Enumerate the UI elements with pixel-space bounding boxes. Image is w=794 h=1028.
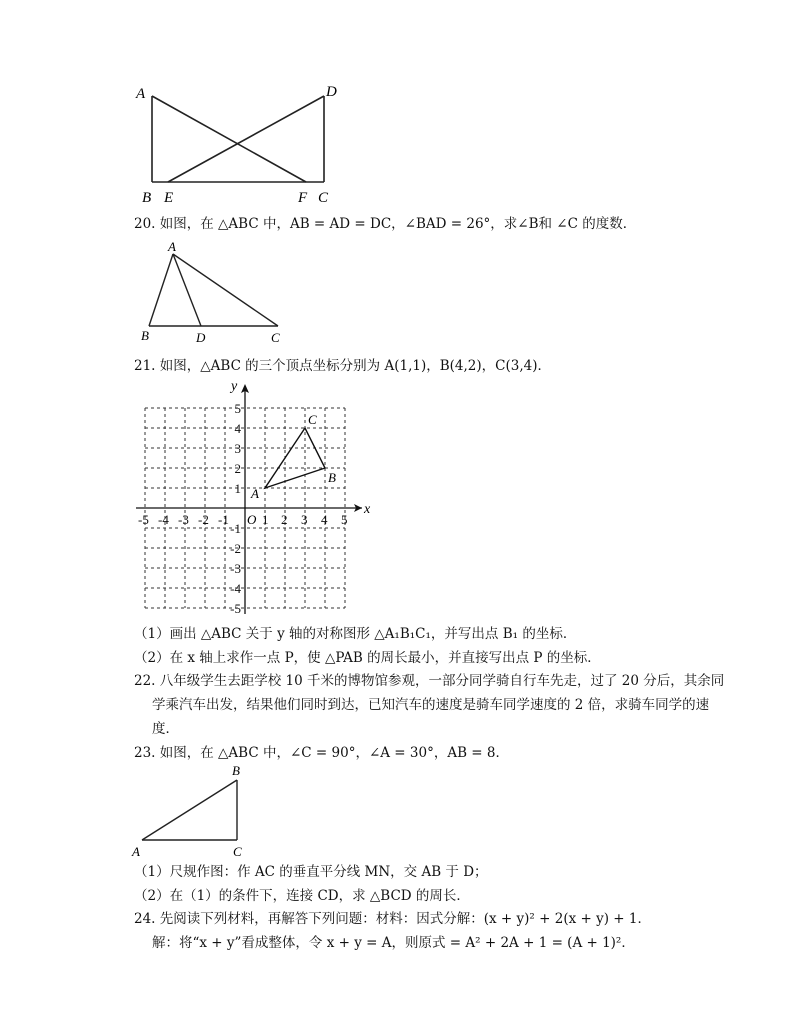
y-tick: -3 xyxy=(230,561,241,576)
point-B: B xyxy=(328,470,336,485)
question-23: 23. 如图，在 △ABC 中，∠C = 90°，∠A = 30°，AB = 8． xyxy=(134,745,509,761)
x-tick: -3 xyxy=(178,512,189,527)
x-tick: 5 xyxy=(341,512,348,527)
figure-q23 xyxy=(128,762,258,862)
question-20: 20. 如图，在 △ABC 中，AB = AD = DC，∠BAD = 26°，求∠B和 ∠C 的度数． xyxy=(134,216,637,232)
y-tick: -1 xyxy=(230,521,241,536)
point-C: C xyxy=(308,412,317,427)
label-B: B xyxy=(142,190,152,206)
question-24-line2: 解：将“x + y”看成整体，令 x + y = A，则原式 = A² + 2A + 1 = (A + 1)²． xyxy=(152,935,635,951)
x-tick: 3 xyxy=(301,512,308,527)
figure-q19 xyxy=(130,78,360,208)
question-24-line1: 24. 先阅读下列材料，再解答下列问题：材料：因式分解：(x + y)² + 2(x + y) + 1． xyxy=(134,911,651,927)
label-B: B xyxy=(141,328,149,343)
x-tick: 1 xyxy=(262,512,269,527)
label-A: A xyxy=(132,844,140,859)
question-22-line2: 学乘汽车出发，结果他们同时到达，已知汽车的速度是骑车同学速度的 2 倍，求骑车同学的速 xyxy=(152,697,710,713)
y-tick: 4 xyxy=(234,421,241,436)
triangle-abc xyxy=(265,428,325,488)
label-D: D xyxy=(196,330,206,345)
question-23-part2: （2）在（1）的条件下，连接 CD，求 △BCD 的周长． xyxy=(134,888,470,904)
question-22-line1: 22. 八年级学生去距学校 10 千米的博物馆参观，一部分同学骑自行车先走，过了 20 分后，其余同 xyxy=(134,673,725,689)
coordinate-grid xyxy=(128,378,378,616)
label-C: C xyxy=(233,844,242,859)
label-C: C xyxy=(318,190,329,206)
y-tick: -5 xyxy=(230,601,241,616)
label-C: C xyxy=(271,330,280,345)
x-tick: -1 xyxy=(218,512,229,527)
x-tick: -4 xyxy=(158,512,169,527)
label-B: B xyxy=(232,763,240,778)
label-A: A xyxy=(136,86,146,102)
question-21-part2: （2）在 x 轴上求作一点 P，使 △PAB 的周长最小，并直接写出点 P 的坐标． xyxy=(134,650,601,666)
label-A: A xyxy=(168,239,176,254)
question-21-part1: （1）画出 △ABC 关于 y 轴的对称图形 △A₁B₁C₁，并写出点 B₁ 的坐标． xyxy=(134,626,577,642)
y-tick: 1 xyxy=(234,481,241,496)
figure-q20 xyxy=(138,238,298,348)
x-tick: -2 xyxy=(198,512,209,527)
y-tick: 3 xyxy=(234,441,241,456)
label-E: E xyxy=(164,190,174,206)
y-tick: 5 xyxy=(234,401,241,416)
y-tick: -4 xyxy=(230,581,241,596)
question-22-line3: 度． xyxy=(152,721,179,737)
y-axis-label: y xyxy=(231,379,238,394)
label-F: F xyxy=(298,190,308,206)
point-A: A xyxy=(251,486,259,501)
x-axis-label: x xyxy=(364,502,371,517)
y-tick: 2 xyxy=(234,461,241,476)
x-tick: 2 xyxy=(281,512,288,527)
x-tick: -5 xyxy=(138,512,149,527)
y-tick: -2 xyxy=(230,541,241,556)
label-D: D xyxy=(326,84,337,100)
question-23-part1: （1）尺规作图：作 AC 的垂直平分线 MN，交 AB 于 D； xyxy=(134,864,488,880)
origin-label: O xyxy=(247,512,257,527)
x-tick: 4 xyxy=(321,512,328,527)
question-21: 21. 如图，△ABC 的三个顶点坐标分别为 A(1,1)，B(4,2)，C(3,4)． xyxy=(134,358,551,374)
